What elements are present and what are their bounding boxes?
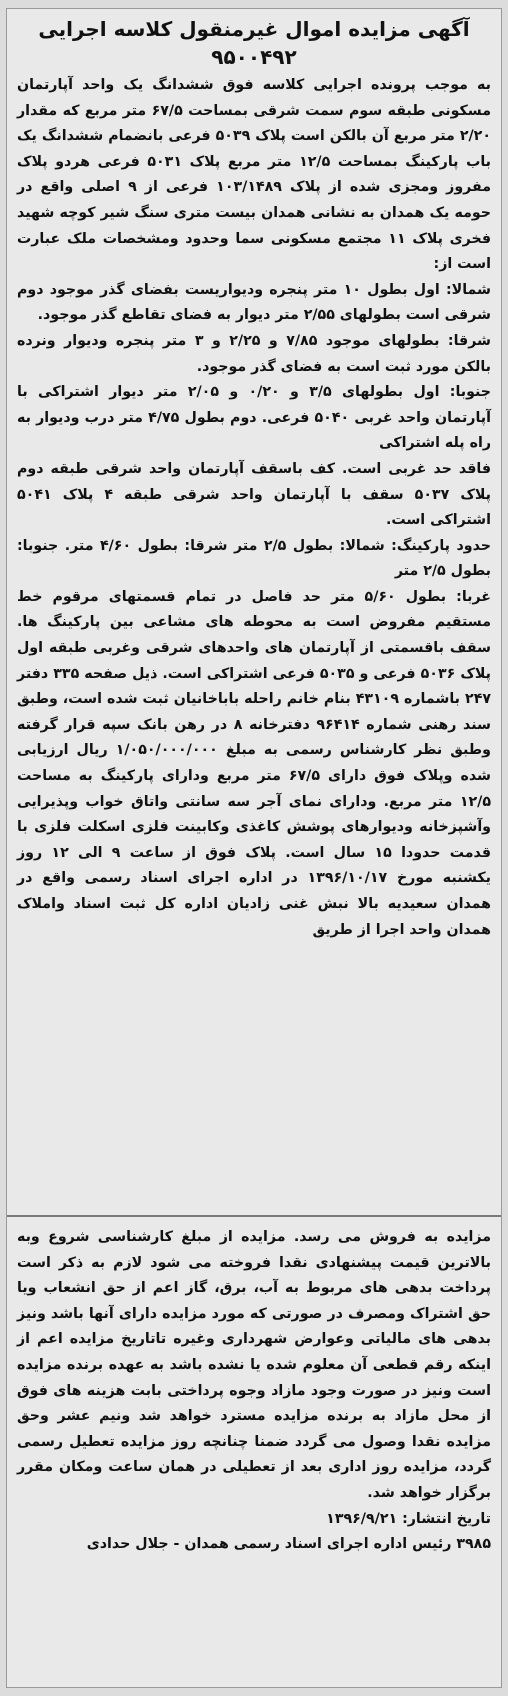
case-number: ۹۵۰۰۴۹۲ [211,45,297,69]
clipping-seam [7,1215,501,1217]
parking-boundaries: حدود پارکینگ: شمالا: بطول ۲/۵ متر شرقا: بطول ۴/۶۰ متر. جنوبا: بطول ۲/۵ متر [17,537,491,580]
signature-line: ۳۹۸۵ رئیس اداره اجرای اسناد رسمی همدان - جلال حدادی [86,1536,491,1553]
notice-continuation-block [7,1221,501,1558]
south-boundary: جنوبا: اول بطولهای ۳/۵ و ۰/۲۰ و ۲/۰۵ متر دیوار اشتراکی با آپارتمان واحد غربی ۵۰۴۰ فرعی. دوم بطول ۴/۷۵ متر درب ودیوار به راه پله اشتراکی [17,384,492,452]
notice-body [7,71,501,943]
property-description: به موجب پرونده اجرایی کلاسه فوق ششدانگ یک واحد آپارتمان مسکونی طبقه سوم سمت شرقی بمساحت ۶۷/۵ متر مربع که مقدار ۲/۲۰ متر مربع آن بالکن است پلاک ۵۰۳۹ فرعی بانضمام ششدانگ یک باب پارکینگ بمساحت ۱۲/۵ متر مربع پلاک ۵۰۳۱ فرعی هردو پلاک مفروز ومجزی شده از پلاک ۱۰۳/۱۴۸۹ فرعی از ۹ اصلی واقع در حومه یک همدان به نشانی همدان بیست متری سنگ شیر کوچه شهید فخری پلاک ۱۱ مجتمع مسکونی سما وحدود ومشخصات ملک عبارت است از: [17,77,491,273]
north-boundary: شمالا: اول بطول ۱۰ متر پنجره ودیواریست بفضای گذر موجود دوم شرقی است بطولهای ۲/۵۵ متر دیوار به فضای تقاطع گذر موجود. [17,281,491,324]
west-boundary: فاقد حد غربی است. کف باسقف آپارتمان واحد شرقی طبقه دوم پلاک ۵۰۳۷ سقف با آپارتمان واحد شرقی طبقه ۴ پلاک ۵۰۴۱ اشتراکی است. [17,460,491,529]
publish-date: تاریخ انتشار: ۱۳۹۶/۹/۲۱ [326,1510,491,1527]
property-details: غربا: بطول ۵/۶۰ متر حد فاصل در تمام قسمتهای مرقوم خط مستقیم مفروض است به محوطه های مشاعی بین پارکینگ ها. سقف باقسمتی از آپارتمان های واحدهای شرقی وغربی طبقه اول پلاک ۵۰۳۶ فرعی و ۵۰۳۵ فرعی اشتراکی است. ذیل صفحه ۳۳۵ دفتر ۲۴۷ باشماره ۴۳۱۰۹ بنام خانم راحله باباخانیان ثبت شده است، وطبق سند رهنی شماره ۹۶۴۱۴ دفترخانه ۸ در رهن بانک سپه قرار گرفته وطبق نظر کارشناس رسمی به مبلغ ۱/۰۵۰/۰۰۰/۰۰۰ ریال ارزیابی شده وپلاک فوق دارای ۶۷/۵ متر مربع ودارای پارکینگ به مساحت ۱۲/۵ متر مربع. ودارای نمای آجر سه سانتی واتاق خواب وپذیرایی وآشپزخانه ودیوارهای پوشش کاغذی وکابینت فلزی اسکلت فلزی با قدمت حدودا ۱۵ سال است. پلاک فوق از ساعت ۹ الی ۱۲ روز یکشنبه مورخ ۱۳۹۶/۱۰/۱۷ در اداره اجرای اسناد رسمی واقع در همدان سعیدیه بالا نبش غنی زادیان اداره کل ثبت اسناد واملاک همدان واحد اجرا از طریق [17,588,492,938]
auction-terms: مزایده به فروش می رسد. مزایده از مبلغ کارشناسی شروع وبه بالاترین قیمت پیشنهادی نقدا فروخته می شود لازم به ذکر است پرداخت بدهی های مربوط به آب، برق، گاز اعم از حق انشعاب ویا حق اشتراک ومصرف در صورتی که مورد مزایده دارای آنها باشد ونیز بدهی های مالیاتی وعوارض شهرداری وغیره تاتاریخ مزایده اعم از اینکه رقم قطعی آن معلوم شده یا نشده باشد به عهده برنده مزایده است ونیز در صورت وجود مازاد وجوه پرداختی بابت هزینه های فوق از محل مازاد به برنده مزایده مسترد خواهد شد ونیم عشر وحق مزایده نقدا وصول می گردد ضمنا چنانچه روز مزایده تعطیل رسمی گردد، مزایده روز اداری بعد از تعطیلی در همان ساعت ومکان مقرر برگزار خواهد شد. [17,1229,491,1501]
notice-title: آگهی مزایده اموال غیرمنقول کلاسه اجرایی [38,17,470,41]
east-boundary: شرقا: بطولهای موجود ۷/۸۵ و ۲/۲۵ و ۳ متر پنجره ودیوار ونرده بالکن مورد ثبت است به فضای گذر موجود. [17,332,491,375]
auction-notice-clipping [6,8,502,1688]
